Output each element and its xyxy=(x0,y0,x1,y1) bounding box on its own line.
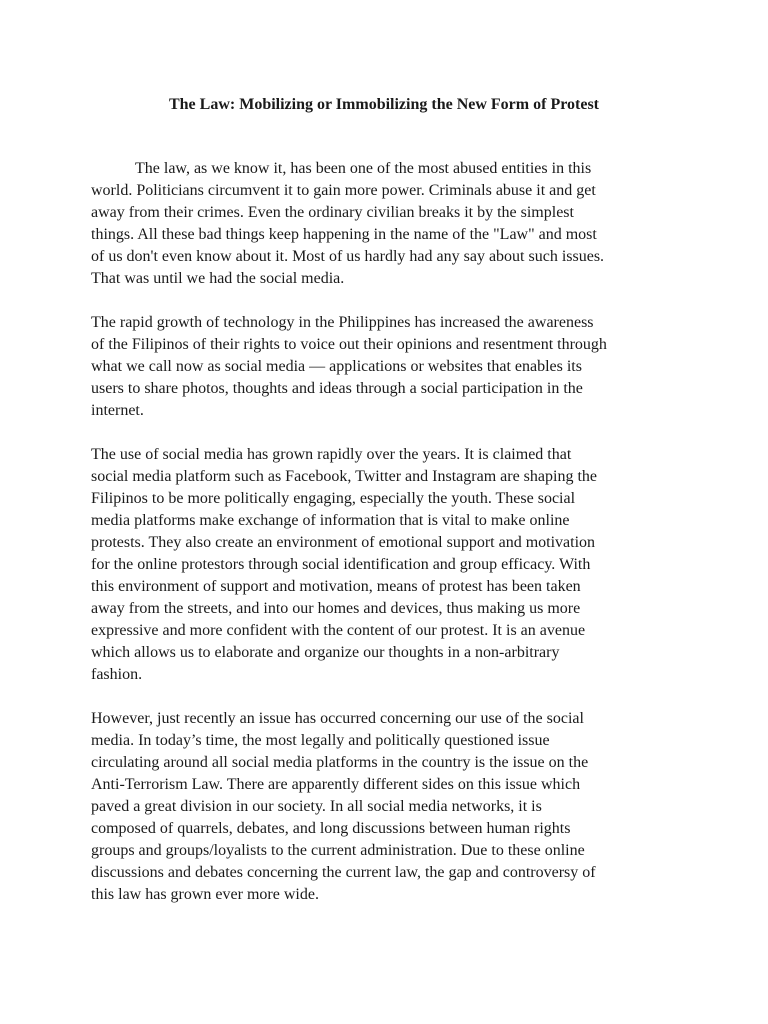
paragraph-line: which allows us to elaborate and organize our thoughts in a non-arbitrary xyxy=(91,644,560,661)
paragraph-line: media platforms make exchange of information that is vital to make online xyxy=(91,512,570,529)
document-title: The Law: Mobilizing or Immobilizing the New Form of Protest xyxy=(168,96,600,113)
paragraph-line: media. In today’s time, the most legally and politically questioned issue xyxy=(91,732,550,749)
paragraph-line: social media platform such as Facebook, Twitter and Instagram are shaping the xyxy=(91,468,597,485)
paragraph-line: away from their crimes. Even the ordinary civilian breaks it by the simplest xyxy=(91,204,574,221)
paragraph-intro xyxy=(91,158,691,290)
paragraph-line: Filipinos to be more politically engaging, especially the youth. These social xyxy=(91,490,576,507)
paragraph-line: The law, as we know it, has been one of the most abused entities in this xyxy=(135,160,592,177)
paragraph-line: away from the streets, and into our homes and devices, thus making us more xyxy=(91,600,581,617)
paragraph-line: of us don't even know about it. Most of us hardly had any say about such issues. xyxy=(91,248,605,265)
paragraph-technology xyxy=(91,312,691,422)
paragraph-line: what we call now as social media — applications or websites that enables its xyxy=(91,358,582,375)
paragraph-line: circulating around all social media platforms in the country is the issue on the xyxy=(91,754,589,771)
paragraph-line: Anti-Terrorism Law. There are apparently different sides on this issue which xyxy=(91,776,581,793)
paragraph-line: for the online protestors through social identification and group efficacy. With xyxy=(91,556,591,573)
paragraph-social-media-growth xyxy=(91,444,691,686)
paragraph-line: groups and groups/loyalists to the current administration. Due to these online xyxy=(91,842,585,859)
paragraph-line: users to share photos, thoughts and ideas through a social participation in the xyxy=(91,380,583,397)
paragraph-line: of the Filipinos of their rights to voice out their opinions and resentment through xyxy=(91,336,607,353)
paragraph-line: world. Politicians circumvent it to gain more power. Criminals abuse it and get xyxy=(91,182,596,199)
paragraph-line: fashion. xyxy=(91,666,143,683)
paragraph-line: this environment of support and motivation, means of protest has been taken xyxy=(91,578,581,595)
paragraph-line: internet. xyxy=(91,402,144,419)
paragraph-line: paved a great division in our society. In all social media networks, it is xyxy=(91,798,542,815)
paragraph-line: expressive and more confident with the content of our protest. It is an avenue xyxy=(91,622,586,639)
paragraph-anti-terrorism-law xyxy=(91,708,691,906)
paragraph-line: The use of social media has grown rapidly over the years. It is claimed that xyxy=(91,446,572,463)
paragraph-line: discussions and debates concerning the current law, the gap and controversy of xyxy=(91,864,596,881)
paragraph-line: However, just recently an issue has occurred concerning our use of the social xyxy=(91,710,584,727)
paragraph-line: things. All these bad things keep happening in the name of the "Law" and most xyxy=(91,226,597,243)
paragraph-line: protests. They also create an environment of emotional support and motivation xyxy=(91,534,596,551)
paragraph-line: composed of quarrels, debates, and long discussions between human rights xyxy=(91,820,571,837)
paragraph-line: The rapid growth of technology in the Philippines has increased the awareness xyxy=(91,314,594,331)
document-body xyxy=(91,158,691,928)
paragraph-line: That was until we had the social media. xyxy=(91,270,345,287)
paragraph-line: this law has grown ever more wide. xyxy=(91,886,319,903)
